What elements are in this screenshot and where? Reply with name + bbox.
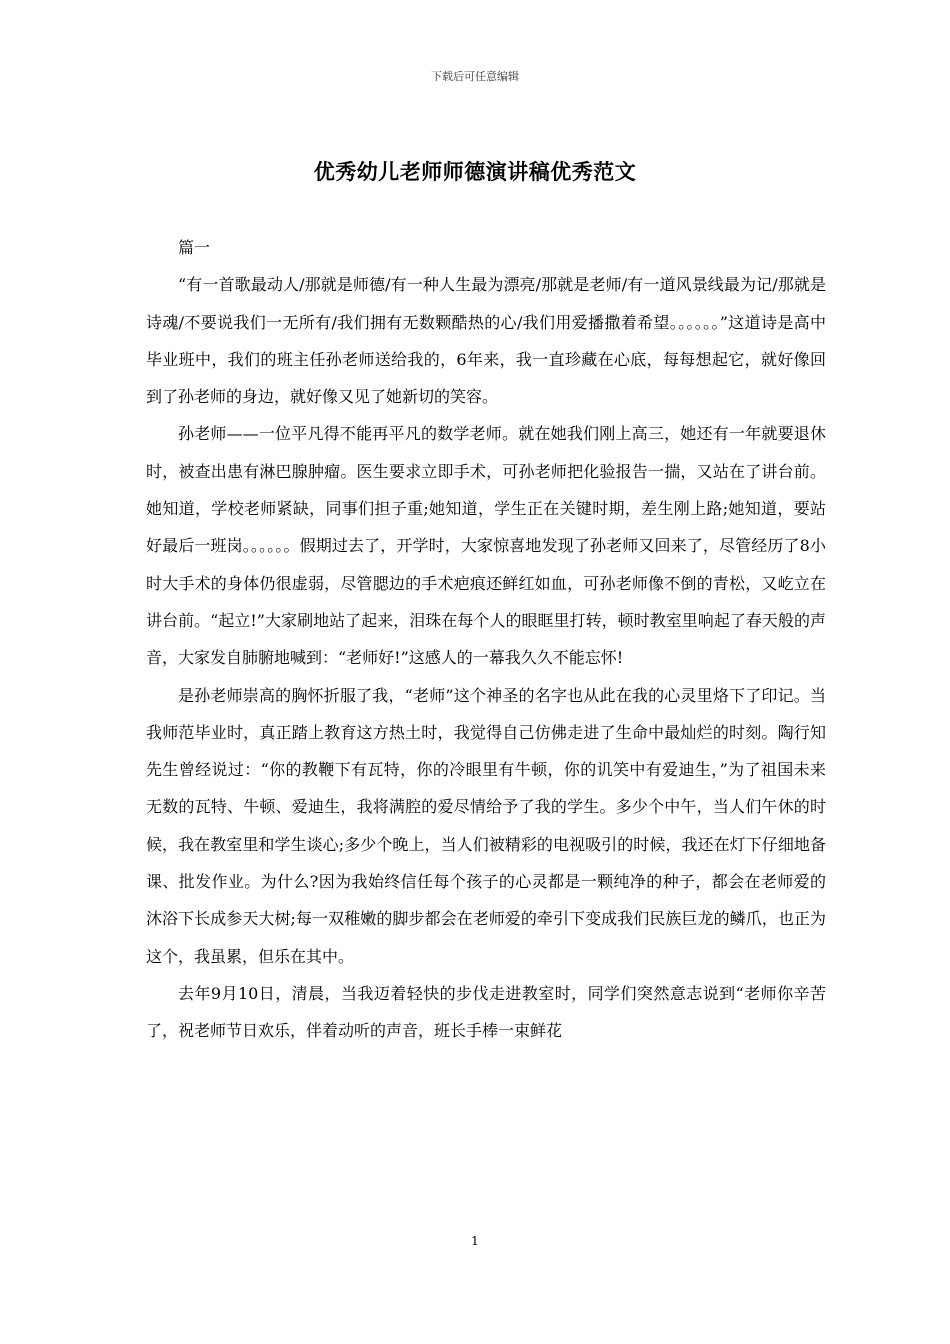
paragraph: 去年9月10日，清晨，当我迈着轻快的步伐走进教室时，同学们突然意志说到“老师你辛苦了，祝老师节日欢乐，伴着动听的声音，班长手棒一束鲜花 [146,983,826,1041]
document-body [146,229,826,1050]
section-heading: 篇一 [178,238,211,257]
paragraph: “有一首歌最动人/那就是师德/有一种人生最为漂亮/那就是老师/有一道风景线最为记/那就是诗魂/不要说我们一无所有/我们拥有无数颗酷热的心/我们用爱播撒着希望。。。。。。”这道诗是高中毕业班中，我们的班主任孙老师送给我的，6年来，我一直珍藏在心底，每每想起它，就好像回到了孙老师的身边，就好像又见了她新切的笑容。 [146,275,826,407]
page-number: 1 [471,1234,479,1248]
header-note: 下载后可任意编辑 [431,70,519,83]
paragraph: 孙老师——一位平凡得不能再平凡的数学老师。就在她我们刚上高三，她还有一年就要退休时，被查出患有淋巴腺肿瘤。医生要求立即手术，可孙老师把化验报告一揣，又站在了讲台前。她知道，学校老师紧缺，同事们担子重;她知道，学生正在关键时期，差生刚上路;她知道，要站好最后一班岗。。。。。。假期过去了，开学时，大家惊喜地发现了孙老师又回来了，尽管经历了8小时大手术的身体仍很虚弱，尽管腮边的手术疤痕还鲜红如血，可孙老师像不倒的青松，又屹立在讲台前。“起立!”大家刷地站了起来，泪珠在每个人的眼眶里打转，顿时教室里响起了春天般的声音，大家发自肺腑地喊到：“老师好!”这感人的一幕我久久不能忘怀! [146,424,826,668]
paragraph: 是孙老师崇高的胸怀折服了我，“老师”这个神圣的名字也从此在我的心灵里烙下了印记。当我师范毕业时，真正踏上教育这方热土时，我觉得自己仿佛走进了生命中最灿烂的时刻。陶行知先生曾经说过：“你的教鞭下有瓦特，你的冷眼里有牛顿，你的讥笑中有爱迪生，”为了祖国未来无数的瓦特、牛顿、爱迪生，我将满腔的爱尽情给予了我的学生。多少个中午，当人们午休的时候，我在教室里和学生谈心;多少个晚上，当人们被精彩的电视吸引的时候，我还在灯下仔细地备课、批发作业。为什么?因为我始终信任每个孩子的心灵都是一颗纯净的种子，都会在老师爱的沐浴下长成参天大树;每一双稚嫩的脚步都会在老师爱的牵引下变成我们民族巨龙的鳞爪，也正为这个，我虽累，但乐在其中。 [146,685,826,966]
document-title: 优秀幼儿老师师德演讲稿优秀范文 [313,159,637,184]
